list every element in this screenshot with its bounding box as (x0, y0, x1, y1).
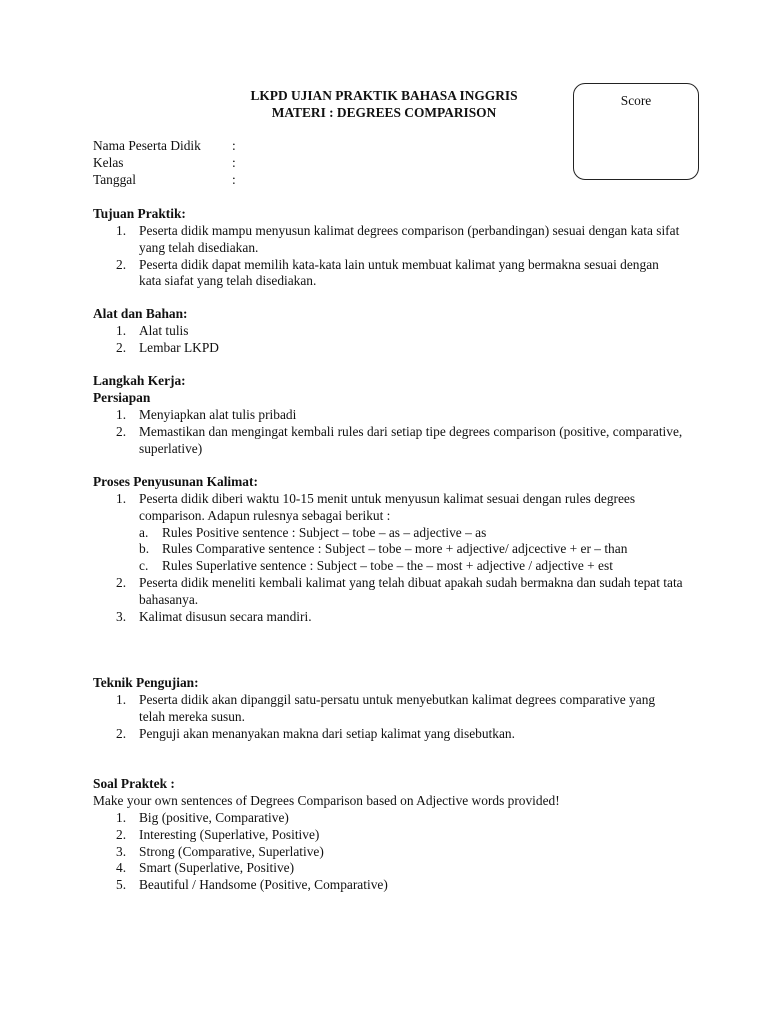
section-heading: Tujuan Praktik: (93, 206, 186, 221)
list-item (93, 860, 693, 877)
rule-item (139, 541, 683, 558)
list-item (93, 609, 683, 626)
item-text: Peserta didik mampu menyusun kalimat degrees comparison (perbandingan) sesuai dengan kata sifat yang telah disediakan. (139, 223, 680, 255)
field-nama (93, 138, 393, 155)
item-text: Memastikan dan mengingat kembali rules dari setiap tipe degrees comparison (positive, comparative, superlative) (139, 423, 683, 456)
tujuan-list (93, 223, 683, 290)
list-item (93, 844, 693, 861)
list-item (93, 827, 693, 844)
item-number: 2. (116, 725, 127, 741)
field-tanggal (93, 172, 393, 189)
list-item (93, 491, 683, 575)
item-letter: c. (139, 558, 149, 574)
list-item (93, 340, 683, 357)
section-heading: Alat dan Bahan: (93, 306, 188, 321)
title-line-1: LKPD UJIAN PRAKTIK BAHASA INGGRIS (250, 88, 518, 103)
score-box (573, 83, 699, 180)
field-colon: : (232, 172, 236, 187)
list-item (93, 726, 683, 743)
section-heading: Proses Penyusunan Kalimat: (93, 474, 258, 489)
section-soal (93, 776, 693, 894)
item-text: Interesting (Superlative, Positive) (139, 826, 320, 842)
section-teknik (93, 675, 683, 742)
item-text: Rules Positive sentence : Subject – tobe – as – adjective – as (162, 524, 487, 540)
soal-instruction: Make your own sentences of Degrees Comparison based on Adjective words provided! (93, 793, 560, 808)
item-text: Menyiapkan alat tulis pribadi (139, 407, 297, 422)
item-number: 1. (116, 223, 127, 238)
section-heading: Teknik Pengujian: (93, 675, 199, 690)
list-item (93, 223, 683, 257)
identity-fields (93, 138, 393, 189)
persiapan-list (93, 407, 683, 457)
item-number: 2. (116, 423, 127, 439)
list-item (93, 575, 683, 609)
section-langkah (93, 373, 683, 457)
rule-item (139, 525, 683, 542)
item-number: 1. (116, 810, 127, 825)
section-alat (93, 306, 683, 357)
item-text: Peserta didik akan dipanggil satu-persatu untuk menyebutkan kalimat degrees comparative yang telah mereka susun. (139, 692, 656, 724)
item-number: 1. (116, 407, 127, 422)
item-number: 5. (116, 877, 127, 893)
document-title (180, 88, 588, 122)
field-colon: : (232, 138, 236, 153)
item-number: 3. (116, 843, 127, 859)
item-number: 1. (116, 491, 127, 506)
list-item (93, 810, 693, 827)
list-item (93, 407, 683, 424)
item-text: Rules Comparative sentence : Subject – tobe – more + adjective/ adjcective + er – than (162, 541, 628, 557)
rules-list (139, 525, 683, 575)
item-number: 2. (116, 574, 127, 590)
list-item (93, 257, 683, 291)
section-heading: Langkah Kerja: (93, 373, 186, 388)
item-text: Penguji akan menanyakan makna dari setiap kalimat yang disebutkan. (139, 725, 515, 741)
list-item (93, 692, 683, 726)
field-colon: : (232, 155, 236, 170)
section-proses (93, 474, 683, 625)
item-text: Lembar LKPD (139, 339, 219, 355)
item-text: Kalimat disusun secara mandiri. (139, 608, 312, 624)
item-number: 4. (116, 860, 127, 876)
item-text: Beautiful / Handsome (Positive, Comparative) (139, 877, 388, 893)
item-text: Strong (Comparative, Superlative) (139, 843, 324, 859)
item-text: Smart (Superlative, Positive) (139, 860, 295, 876)
teknik-list (93, 692, 683, 742)
item-number: 2. (116, 256, 127, 272)
title-line-2: MATERI : DEGREES COMPARISON (271, 105, 497, 120)
list-item (93, 877, 693, 894)
score-label: Score (620, 93, 652, 108)
item-text: Peserta didik diberi waktu 10-15 menit untuk menyusun kalimat sesuai dengan rules degrees comparison. Adapun rulesnya sebagai berikut : (139, 491, 636, 523)
field-label: Kelas (93, 155, 124, 170)
item-text: Peserta didik meneliti kembali kalimat yang telah dibuat apakah sudah bermakna dan sudah tepat tata bahasanya. (139, 574, 683, 607)
item-number: 3. (116, 608, 127, 624)
field-label: Nama Peserta Didik (93, 138, 201, 153)
field-kelas (93, 155, 393, 172)
list-item (93, 424, 683, 458)
item-number: 1. (116, 692, 127, 707)
proses-list (93, 491, 683, 625)
section-subheading: Persiapan (93, 390, 151, 405)
item-text: Big (positive, Comparative) (139, 810, 289, 825)
item-text: Peserta didik dapat memilih kata-kata lain untuk membuat kalimat yang bermakna sesuai dengan kata siafat yang telah disediakan. (139, 256, 659, 289)
list-item (93, 323, 683, 340)
item-letter: a. (139, 524, 149, 540)
item-text: Rules Superlative sentence : Subject – tobe – the – most + adjective / adjective + est (162, 558, 613, 574)
soal-list (93, 810, 693, 894)
item-text: Alat tulis (139, 323, 189, 338)
section-heading: Soal Praktek : (93, 776, 175, 791)
alat-list (93, 323, 683, 357)
section-tujuan (93, 206, 683, 290)
item-letter: b. (139, 541, 150, 557)
item-number: 2. (116, 826, 127, 842)
field-label: Tanggal (93, 172, 136, 187)
rule-item (139, 558, 683, 575)
item-number: 2. (116, 339, 127, 355)
item-number: 1. (116, 323, 127, 338)
